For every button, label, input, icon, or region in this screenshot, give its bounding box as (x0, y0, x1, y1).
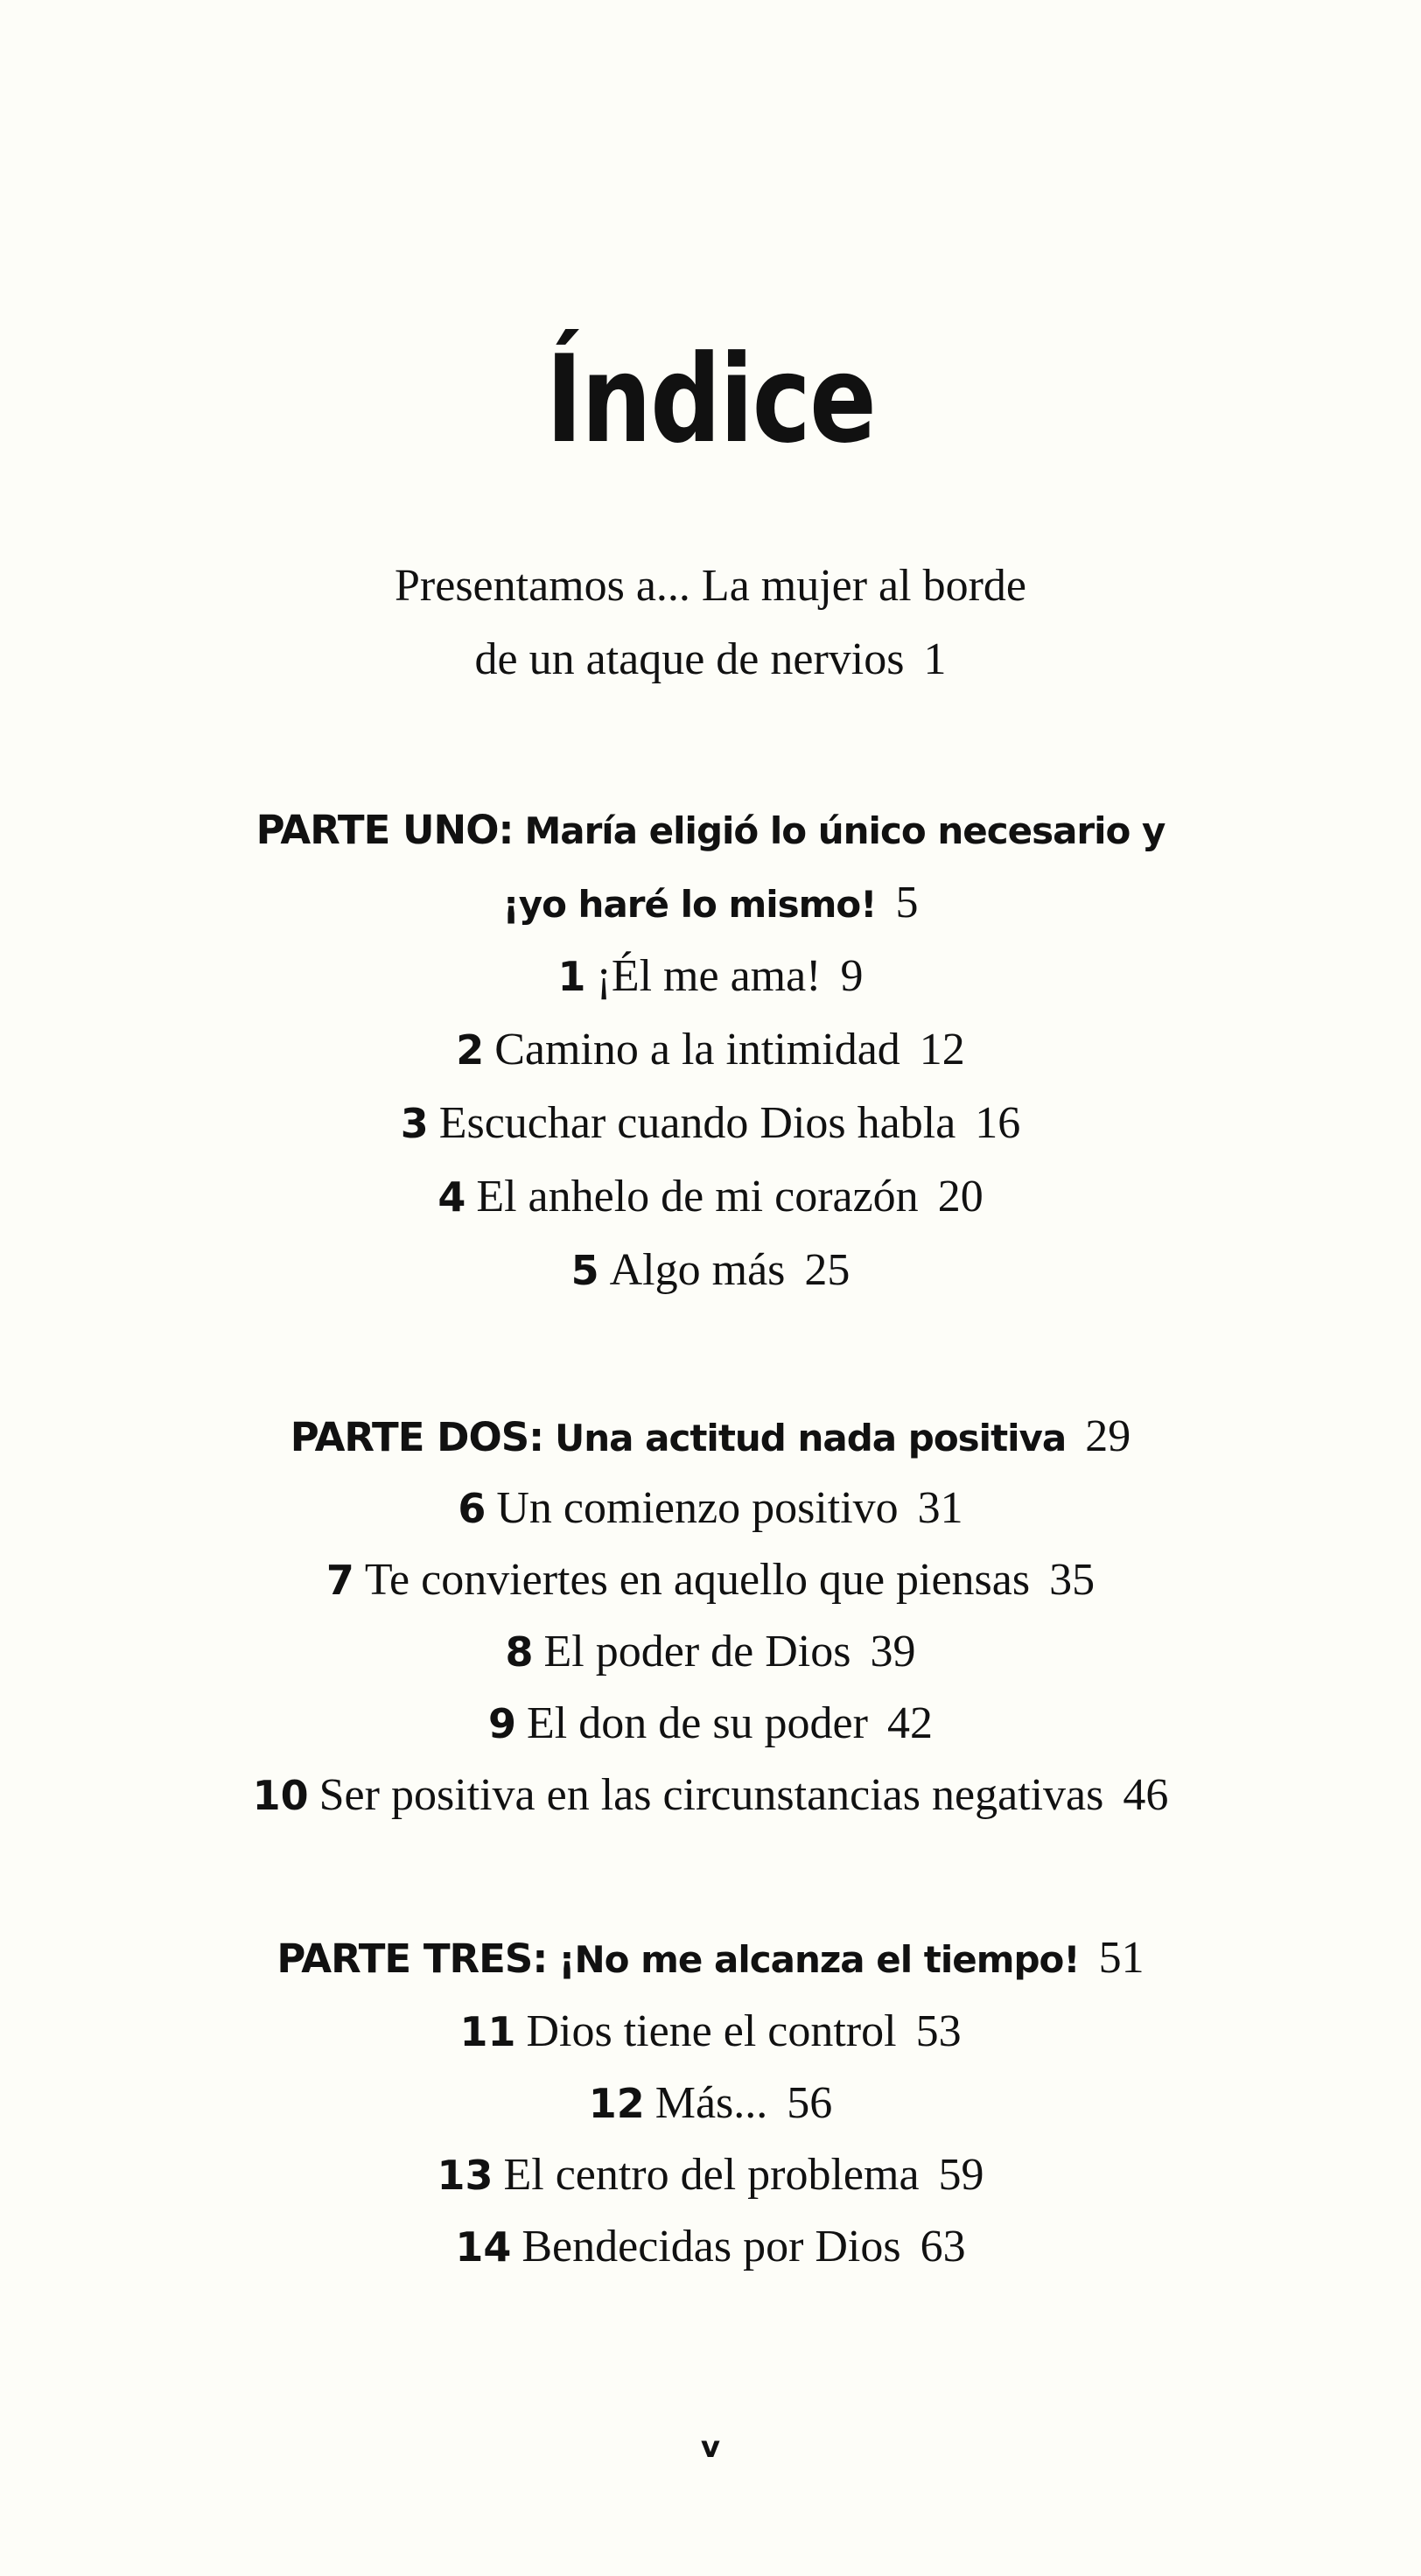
page-folio: v (700, 2430, 721, 2465)
chapter-page-number: 16 (975, 1098, 1021, 1148)
chapter-number: 9 (488, 1700, 517, 1747)
toc-entry (0, 940, 1421, 1013)
toc-entry (0, 1160, 1421, 1234)
part-2-page-number: 29 (1085, 1411, 1131, 1461)
page-title: Índice (545, 329, 876, 470)
chapter-page-number: 20 (937, 1172, 984, 1222)
chapter-title: Escuchar cuando Dios habla (438, 1098, 956, 1148)
chapter-page-number: 46 (1123, 1770, 1169, 1820)
chapter-page-number: 59 (938, 2150, 984, 2200)
part-1-heading-continued (0, 866, 1421, 940)
chapter-number: 5 (570, 1247, 599, 1294)
chapter-page-number: 39 (870, 1627, 916, 1676)
chapter-title: El centro del problema (503, 2150, 920, 2200)
toc-entry (0, 1234, 1421, 1307)
part-3-label: PARTE TRES: (276, 1936, 548, 1982)
chapter-title: Más... (654, 2078, 768, 2128)
chapter-title: El don de su poder (527, 1698, 868, 1748)
toc-entry (0, 2210, 1421, 2284)
part-3-title: ¡No me alcanza el tiempo! (558, 1938, 1080, 1981)
chapter-number: 7 (326, 1557, 354, 1604)
chapter-page-number: 56 (787, 2078, 833, 2128)
toc-entry (0, 1687, 1421, 1760)
toc-entry (0, 1995, 1421, 2068)
chapter-number: 1 (557, 953, 586, 1000)
toc-entry (0, 1472, 1421, 1545)
chapter-title: El anhelo de mi corazón (476, 1172, 919, 1222)
chapter-page-number: 25 (804, 1245, 850, 1295)
chapter-page-number: 31 (917, 1483, 963, 1533)
chapter-number: 13 (437, 2152, 494, 2199)
toc-entry (0, 1087, 1421, 1160)
part-1-page-number: 5 (895, 878, 919, 928)
toc-entry (0, 1615, 1421, 1689)
toc-entry (0, 1759, 1421, 1832)
part-2-heading (0, 1400, 1421, 1474)
chapter-title: Dios tiene el control (526, 2006, 897, 2056)
part-3-page-number: 51 (1098, 1933, 1144, 1983)
chapter-number: 3 (400, 1100, 429, 1147)
intro-line-2 (0, 623, 1421, 696)
chapter-number: 10 (252, 1772, 309, 1819)
chapter-number: 8 (505, 1628, 534, 1676)
part-2-label: PARTE DOS: (290, 1414, 544, 1460)
chapter-title: Algo más (609, 1245, 786, 1295)
intro-text-1: Presentamos a... La mujer al borde (395, 561, 1026, 611)
chapter-number: 2 (456, 1026, 485, 1074)
intro-line-1 (0, 550, 1421, 623)
part-3-heading (0, 1922, 1421, 1995)
chapter-title: Bendecidas por Dios (522, 2222, 901, 2272)
chapter-number: 12 (588, 2080, 645, 2127)
intro-page-number: 1 (923, 634, 947, 684)
chapter-title: Un comienzo positivo (496, 1483, 899, 1533)
chapter-page-number: 9 (840, 951, 864, 1001)
chapter-title: Te conviertes en aquello que piensas (364, 1555, 1031, 1605)
part-1-label: PARTE UNO: (256, 807, 514, 853)
chapter-number: 4 (438, 1173, 466, 1221)
chapter-page-number: 63 (920, 2222, 966, 2272)
chapter-page-number: 12 (919, 1025, 965, 1074)
toc-entry (0, 1544, 1421, 1617)
part-1-title-line-2: ¡yo haré lo mismo! (502, 883, 877, 926)
chapter-title: Ser positiva en las circunstancias negativas (318, 1770, 1104, 1820)
toc-entry (0, 2067, 1421, 2140)
part-1-title-line-1: María eligió lo único necesario y (524, 809, 1166, 852)
chapter-title: Camino a la intimidad (494, 1025, 900, 1074)
toc-entry (0, 1013, 1421, 1087)
chapter-page-number: 35 (1049, 1555, 1096, 1605)
part-1-heading (0, 793, 1421, 866)
chapter-number: 11 (459, 2008, 516, 2055)
chapter-number: 6 (458, 1485, 486, 1532)
chapter-title: ¡Él me ama! (596, 951, 822, 1001)
toc-entry (0, 2138, 1421, 2212)
chapter-title: El poder de Dios (543, 1627, 851, 1676)
intro-text-2: de un ataque de nervios (474, 634, 905, 684)
chapter-number: 14 (455, 2223, 512, 2271)
part-2-title: Una actitud nada positiva (555, 1417, 1067, 1460)
chapter-page-number: 53 (915, 2006, 962, 2056)
chapter-page-number: 42 (886, 1698, 933, 1748)
